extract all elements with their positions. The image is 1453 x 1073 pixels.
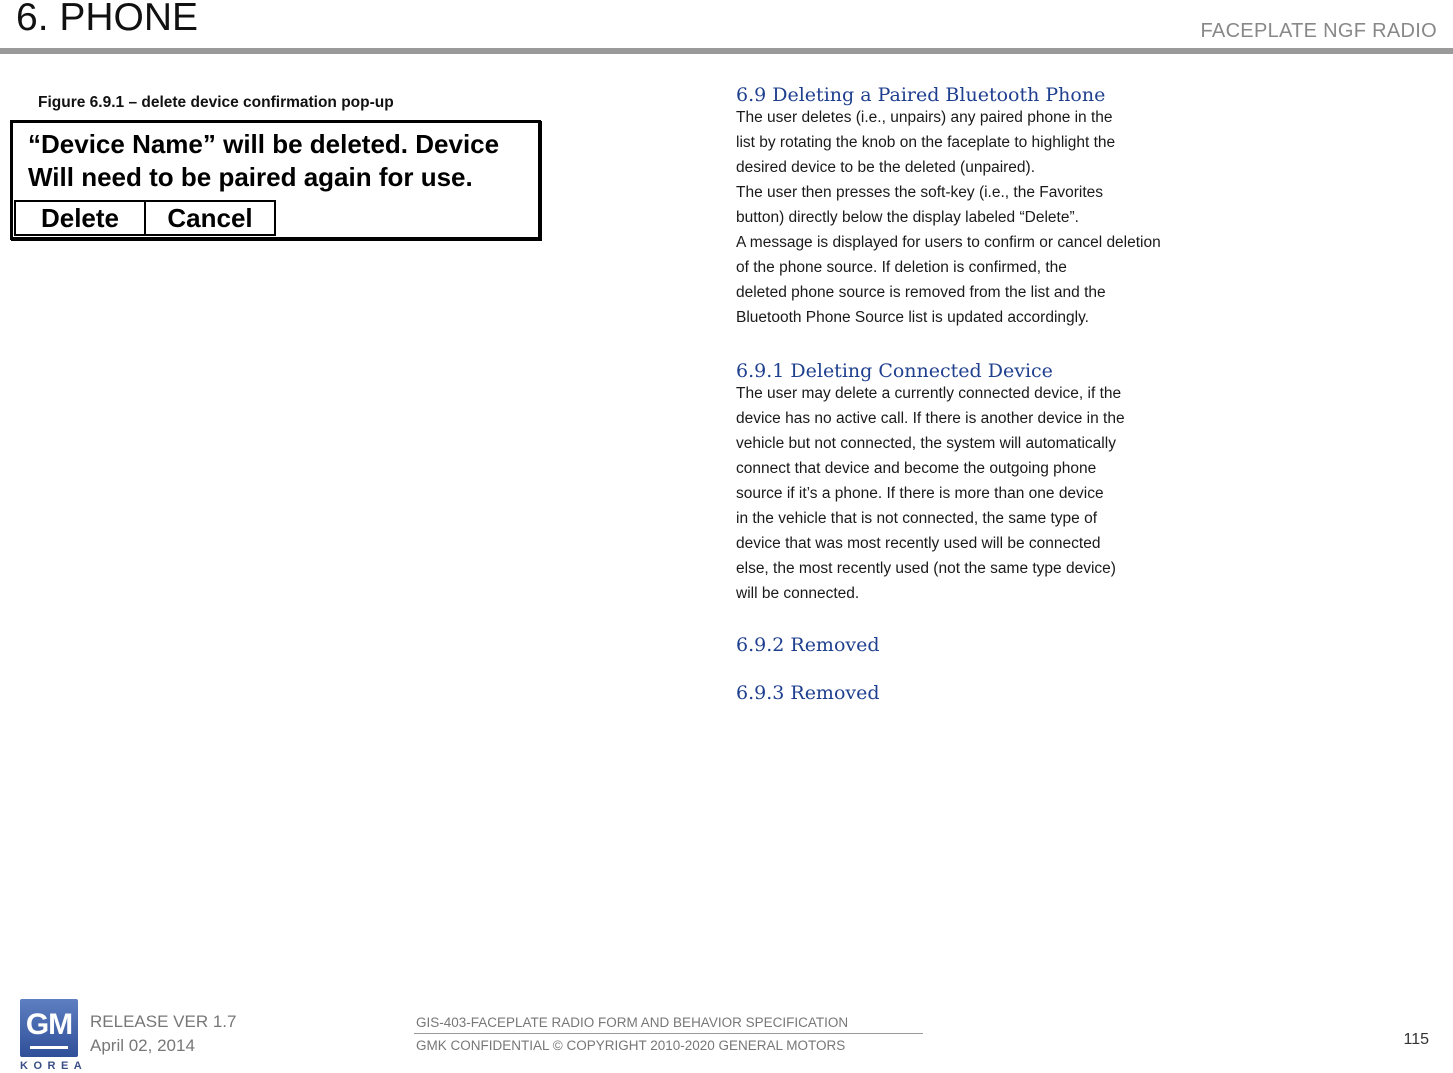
body-line: A message is displayed for users to confirm or cancel deletion: [736, 234, 1161, 251]
body-line: button) directly below the display labeled “Delete”.: [736, 209, 1079, 226]
delete-confirmation-popup: [10, 120, 541, 240]
body-line: list by rotating the knob on the faceplate to highlight the: [736, 134, 1116, 151]
body-line: in the vehicle that is not connected, the same type of: [736, 510, 1098, 527]
body-line: connect that device and become the outgoing phone: [736, 460, 1097, 477]
body-line: The user deletes (i.e., unpairs) any paired phone in the: [736, 109, 1113, 126]
body-line: source if it’s a phone. If there is more than one device: [736, 485, 1104, 502]
section-6-9-1-body: [736, 381, 1296, 606]
figure-caption: Figure 6.9.1 – delete device confirmation pop-up: [38, 94, 394, 111]
heading-6-9-3: 6.9.3 Removed: [736, 682, 880, 704]
body-line: device has no active call. If there is another device in the: [736, 410, 1125, 427]
gm-logo: [20, 999, 78, 1057]
cancel-button[interactable]: Cancel: [144, 200, 276, 236]
popup-message: “Device Name” will be deleted. Device Will need to be paired again for use.: [28, 129, 500, 192]
body-line: deleted phone source is removed from the list and the: [736, 284, 1106, 301]
heading-6-9: 6.9 Deleting a Paired Bluetooth Phone: [736, 84, 1106, 106]
page-number: 115: [1403, 1031, 1429, 1048]
release-date: April 02, 2014: [90, 1036, 195, 1055]
body-line: Bluetooth Phone Source list is updated accordingly.: [736, 309, 1089, 326]
section-6-9-body: [736, 105, 1296, 330]
gm-korea-label: KOREA: [20, 1060, 88, 1072]
copyright-notice: GMK CONFIDENTIAL © COPYRIGHT 2010-2020 GENERAL MOTORS: [416, 1038, 846, 1053]
body-line: desired device to be the deleted (unpaired).: [736, 159, 1036, 176]
body-line: vehicle but not connected, the system will automatically: [736, 435, 1116, 452]
footer-divider: [414, 1033, 923, 1034]
header-divider: [0, 48, 1453, 54]
body-line: The user may delete a currently connected device, if the: [736, 385, 1122, 402]
body-line: of the phone source. If deletion is confirmed, the: [736, 259, 1067, 276]
release-version: RELEASE VER 1.7: [90, 1012, 237, 1031]
section-title: 6. PHONE: [16, 0, 199, 39]
body-line: The user then presses the soft-key (i.e., the Favorites: [736, 184, 1103, 201]
gm-logo-text: GM: [25, 1008, 73, 1041]
specification-title: GIS-403-FACEPLATE RADIO FORM AND BEHAVIOR SPECIFICATION: [416, 1015, 849, 1030]
heading-6-9-1: 6.9.1 Deleting Connected Device: [736, 360, 1053, 382]
delete-button[interactable]: Delete: [14, 200, 146, 236]
body-line: device that was most recently used will be connected: [736, 535, 1101, 552]
heading-6-9-2: 6.9.2 Removed: [736, 634, 880, 656]
gm-logo-underline: [30, 1046, 68, 1049]
body-line: else, the most recently used (not the same type device): [736, 560, 1116, 577]
body-line: will be connected.: [736, 585, 860, 602]
document-product-label: FACEPLATE NGF RADIO: [1200, 20, 1437, 42]
